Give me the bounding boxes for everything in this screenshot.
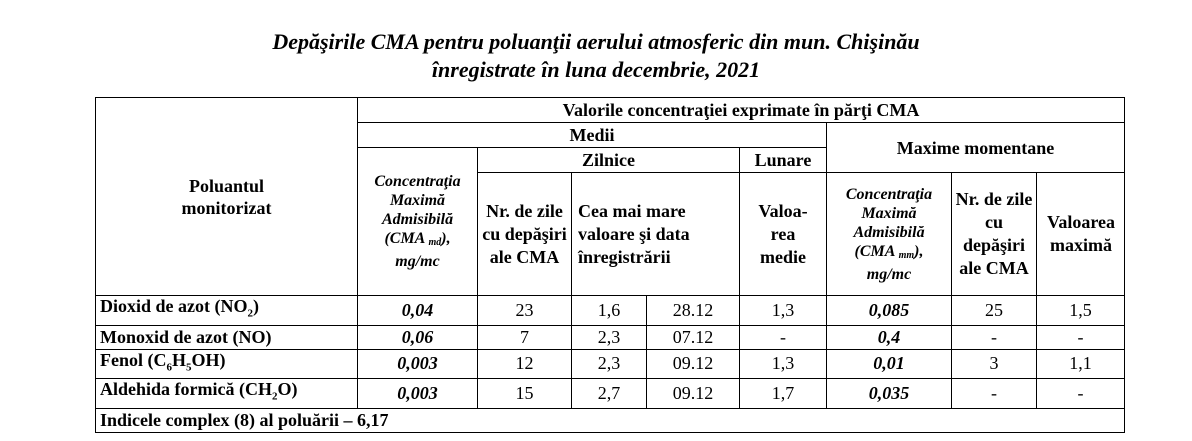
header-values-group: Valorile concentraţiei exprimate în părţi CMA bbox=[358, 98, 1125, 123]
row-pollutant-name: Monoxid de azot (NO) bbox=[96, 325, 358, 349]
table-row bbox=[96, 349, 1125, 379]
cell-medie: 1,3 bbox=[740, 349, 827, 379]
cell-max-date: 28.12 bbox=[647, 296, 740, 326]
cell-val-max: - bbox=[1037, 325, 1125, 349]
table-row bbox=[96, 325, 1125, 349]
cell-cma-md: 0,003 bbox=[358, 379, 478, 409]
cell-medie: - bbox=[740, 325, 827, 349]
cell-cma-mm: 0,085 bbox=[827, 296, 952, 326]
row-pollutant-name: Dioxid de azot $(NO_2)$ bbox=[96, 296, 358, 326]
header-nr-zile-max: Nr. de zile cu depăşiri ale CMA bbox=[952, 173, 1037, 296]
header-cma-md: Concentraţia Maximă Admisibilă (CMA $_{md}$), mg/mc bbox=[358, 148, 478, 296]
header-nr-zile: Nr. de zile cu depăşiri ale CMA bbox=[478, 173, 572, 296]
cell-cma-md: 0,003 bbox=[358, 349, 478, 379]
row-pollutant-name: Aldehida formică $(CH_2O)$ bbox=[96, 379, 358, 409]
cell-nr-zile-max: - bbox=[952, 325, 1037, 349]
cell-medie: 1,3 bbox=[740, 296, 827, 326]
header-medii: Medii bbox=[358, 123, 827, 148]
cell-nr-zile: 23 bbox=[478, 296, 572, 326]
report-title bbox=[0, 28, 1192, 84]
cell-cma-mm: 0,035 bbox=[827, 379, 952, 409]
cell-nr-zile-max: - bbox=[952, 379, 1037, 409]
cell-max-val: 2,3 bbox=[572, 349, 647, 379]
cell-medie: 1,7 bbox=[740, 379, 827, 409]
cell-nr-zile-max: 25 bbox=[952, 296, 1037, 326]
header-cea-mai-mare: Cea mai mare valoare şi data înregistrării bbox=[572, 173, 740, 296]
cell-nr-zile: 15 bbox=[478, 379, 572, 409]
header-pollutant: Poluantul monitorizat bbox=[96, 98, 358, 296]
cell-cma-mm: 0,01 bbox=[827, 349, 952, 379]
cell-cma-md: 0,04 bbox=[358, 296, 478, 326]
table-footer-row bbox=[96, 408, 1125, 432]
cell-nr-zile: 7 bbox=[478, 325, 572, 349]
complex-index: Indicele complex (8) al poluării – 6,17 bbox=[96, 408, 1125, 432]
cell-val-max: - bbox=[1037, 379, 1125, 409]
pollution-table bbox=[95, 97, 1125, 433]
header-lunare: Lunare bbox=[740, 148, 827, 173]
cell-max-val: 1,6 bbox=[572, 296, 647, 326]
title-line-1: Depăşirile CMA pentru poluanţii aerului atmosferic din mun. Chişinău bbox=[272, 29, 920, 54]
header-maxime: Maxime momentane bbox=[827, 123, 1125, 173]
title-line-2: înregistrate în luna decembrie, 2021 bbox=[431, 57, 761, 82]
header-zilnice: Zilnice bbox=[478, 148, 740, 173]
cell-max-date: 07.12 bbox=[647, 325, 740, 349]
cell-max-date: 09.12 bbox=[647, 379, 740, 409]
cell-max-val: 2,3 bbox=[572, 325, 647, 349]
header-valoarea-maxima: Valoarea maximă bbox=[1037, 173, 1125, 296]
table-row bbox=[96, 379, 1125, 409]
cell-val-max: 1,1 bbox=[1037, 349, 1125, 379]
cell-nr-zile: 12 bbox=[478, 349, 572, 379]
cell-cma-mm: 0,4 bbox=[827, 325, 952, 349]
cell-nr-zile-max: 3 bbox=[952, 349, 1037, 379]
header-cma-mm: Concentraţia Maximă Admisibilă (CMA $_{mm}$), mg/mc bbox=[827, 173, 952, 296]
cell-max-date: 09.12 bbox=[647, 349, 740, 379]
cell-max-val: 2,7 bbox=[572, 379, 647, 409]
row-pollutant-name: Fenol $(C_6H_5OH)$ bbox=[96, 349, 358, 379]
cell-val-max: 1,5 bbox=[1037, 296, 1125, 326]
cell-cma-md: 0,06 bbox=[358, 325, 478, 349]
header-valoarea-medie: Valoa-rea medie bbox=[740, 173, 827, 296]
table-row bbox=[96, 296, 1125, 326]
